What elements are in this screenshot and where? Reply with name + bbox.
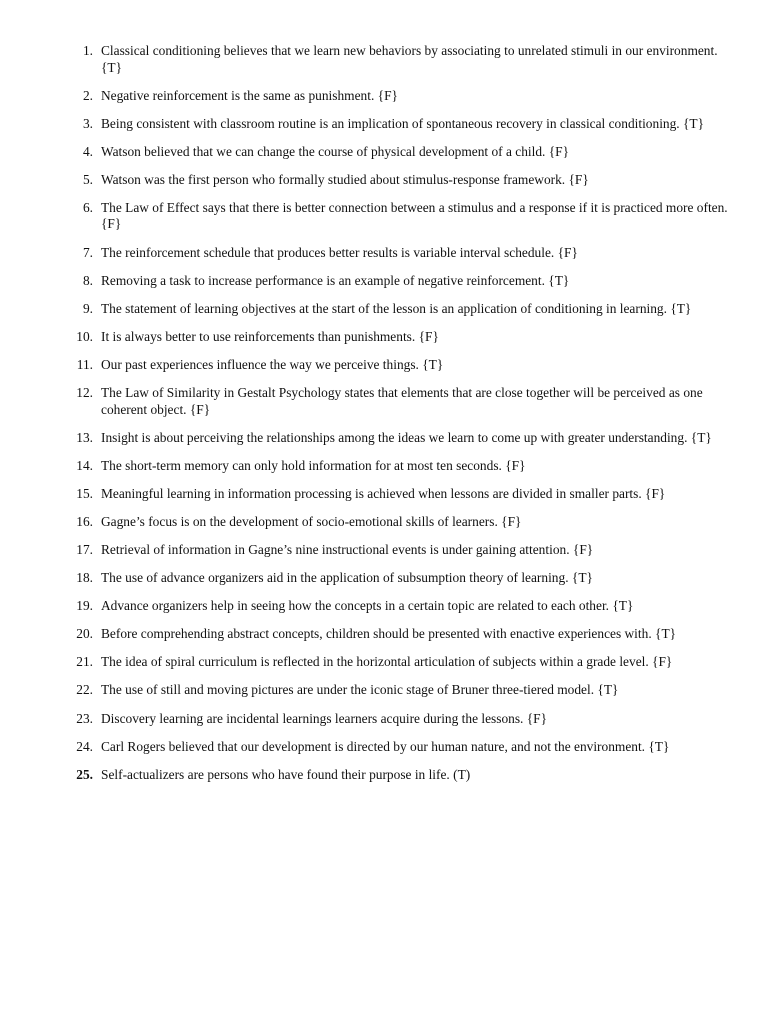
item-statement: The Law of Effect says that there is better connection between a stimulus and a response if it is practiced more often. {F} [101, 199, 728, 232]
list-item [64, 711, 736, 728]
item-number: 9. [82, 300, 93, 316]
item-statement: The use of still and moving pictures are under the iconic stage of Bruner three-tiered model. {T} [101, 682, 619, 698]
item-number: 4. [82, 143, 93, 159]
item-number: 6. [82, 199, 93, 215]
item-statement: Retrieval of information in Gagne’s nine instructional events is under gaining attention. {F} [101, 542, 594, 557]
list-item [64, 200, 736, 233]
list-item [64, 682, 736, 699]
list-item [64, 486, 736, 503]
list-item [64, 357, 736, 374]
item-number: 10. [76, 328, 93, 344]
item-number: 11. [76, 356, 93, 372]
item-number: 25. [76, 766, 93, 782]
item-statement: Advance organizers help in seeing how the concepts in a certain topic are related to each other. {T} [101, 598, 634, 614]
list-item [64, 329, 736, 346]
item-statement: The short-term memory can only hold information for at most ten seconds. {F} [101, 457, 526, 473]
list-item [64, 514, 736, 531]
list-item [64, 542, 736, 559]
item-number: 12. [76, 385, 93, 401]
item-statement: Being consistent with classroom routine is an implication of spontaneous recovery in classical conditioning. {T} [101, 115, 705, 131]
item-number: 17. [76, 542, 93, 557]
item-statement: Classical conditioning believes that we learn new behaviors by associating to unrelated stimuli in our environment. {T} [101, 43, 718, 75]
item-number: 16. [76, 513, 93, 529]
item-statement: Removing a task to increase performance is an example of negative reinforcement. {T} [101, 272, 570, 288]
item-statement: The use of advance organizers aid in the application of subsumption theory of learning. {T} [101, 570, 593, 586]
list-item [64, 301, 736, 318]
item-statement: The statement of learning objectives at the start of the lesson is an application of conditioning in learning. {T} [101, 300, 692, 316]
list-item [64, 598, 736, 615]
item-statement: The reinforcement schedule that produces better results is variable interval schedule. {F} [101, 244, 578, 260]
item-number: 8. [82, 272, 93, 288]
item-statement: Carl Rogers believed that our development is directed by our human nature, and not the environment. {T} [101, 738, 670, 754]
item-number: 5. [82, 171, 93, 187]
item-statement: Discovery learning are incidental learnings learners acquire during the lessons. {F} [101, 710, 548, 726]
item-statement: The idea of spiral curriculum is reflected in the horizontal articulation of subjects within a grade level. {F} [101, 654, 673, 670]
item-number: 18. [76, 570, 93, 586]
item-statement: Watson was the first person who formally studied about stimulus-response framework. {F} [101, 171, 589, 187]
item-number: 13. [76, 429, 93, 445]
list-item [64, 385, 736, 418]
list-item [64, 245, 736, 262]
item-statement: The Law of Similarity in Gestalt Psychology states that elements that are close together will be perceived as one coherent object. {F} [101, 385, 703, 417]
item-number: 21. [76, 654, 93, 670]
list-item [64, 654, 736, 671]
item-number: 2. [82, 87, 93, 103]
item-statement: Insight is about perceiving the relationships among the ideas we learn to come up with greater understanding. {T} [101, 429, 712, 445]
list-item [64, 273, 736, 290]
true-false-list [64, 43, 736, 795]
list-item [64, 116, 736, 133]
list-item [64, 626, 736, 643]
item-number: 14. [76, 457, 93, 473]
item-number: 23. [76, 710, 93, 726]
item-statement: Self-actualizers are persons who have found their purpose in life. (T) [101, 766, 471, 782]
list-item [64, 88, 736, 105]
list-item [64, 172, 736, 189]
list-item [64, 458, 736, 475]
item-number: 7. [82, 244, 93, 260]
item-statement: Our past experiences influence the way we perceive things. {T} [101, 356, 444, 372]
list-item [64, 570, 736, 587]
item-number: 24. [76, 738, 93, 754]
item-statement: It is always better to use reinforcements than punishments. {F} [101, 328, 439, 344]
list-item [64, 739, 736, 756]
item-number: 22. [76, 682, 93, 698]
item-statement: Meaningful learning in information processing is achieved when lessons are divided in smaller parts. {F} [101, 485, 666, 501]
list-item [64, 430, 736, 447]
item-statement: Watson believed that we can change the course of physical development of a child. {F} [101, 143, 570, 159]
list-item [64, 767, 736, 784]
item-number: 15. [76, 485, 93, 501]
item-number: 20. [76, 626, 93, 642]
item-number: 3. [82, 115, 93, 131]
item-statement: Negative reinforcement is the same as punishment. {F} [101, 87, 398, 103]
item-number: 19. [76, 598, 93, 614]
list-item [64, 144, 736, 161]
item-statement: Before comprehending abstract concepts, children should be presented with enactive experiences with. {T} [101, 626, 677, 642]
item-statement: Gagne’s focus is on the development of socio-emotional skills of learners. {F} [101, 513, 522, 529]
list-item [64, 43, 736, 76]
item-number: 1. [82, 43, 93, 58]
